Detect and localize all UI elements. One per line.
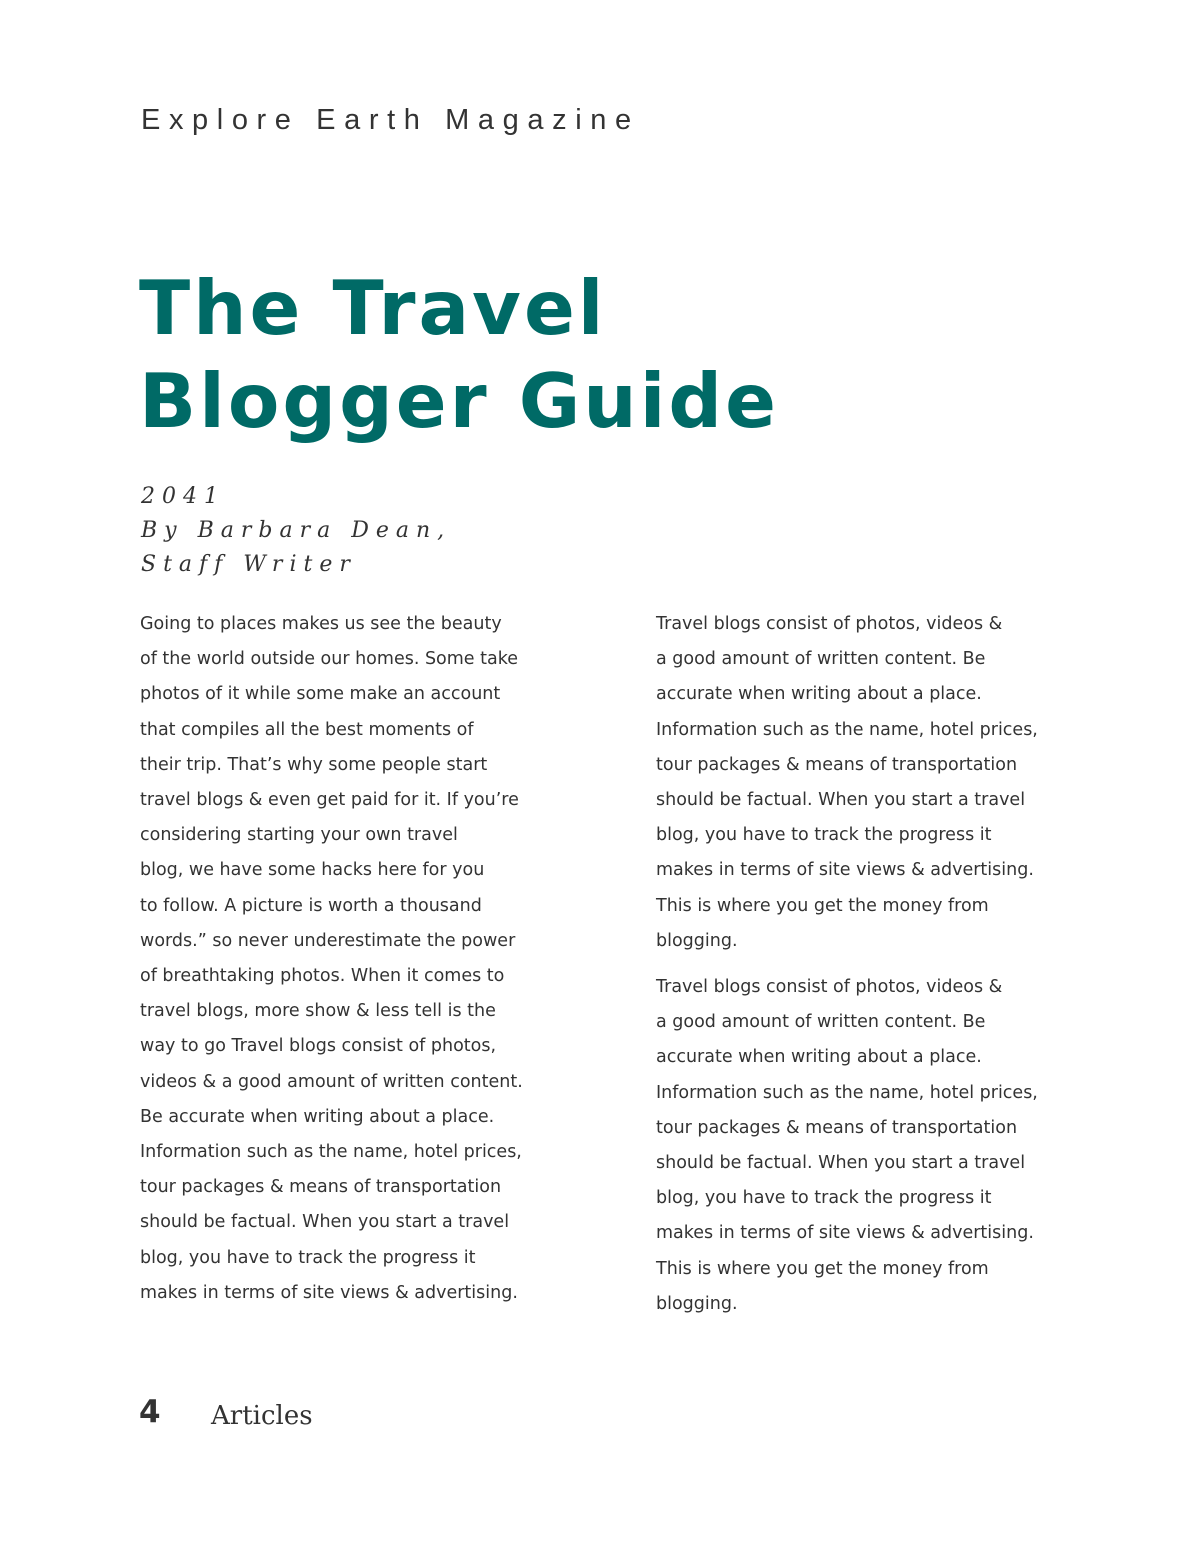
text-line: accurate when writing about a place.	[656, 1047, 982, 1068]
title-line: Blogger Guide	[139, 357, 779, 445]
text-line: accurate when writing about a place.	[656, 684, 982, 705]
paragraph	[656, 607, 1096, 959]
text-line: way to go Travel blogs consist of photos,	[140, 1036, 497, 1057]
text-line: that compiles all the best moments of	[140, 719, 474, 740]
text-line: photos of it while some make an account	[140, 684, 501, 705]
text-line: should be factual. When you start a travel	[656, 790, 1026, 811]
text-line: blogging.	[656, 1293, 738, 1314]
text-line: their trip. That’s why some people start	[140, 754, 488, 775]
text-line: Information such as the name, hotel prices,	[140, 1142, 522, 1163]
text-line: tour packages & means of transportation	[140, 1177, 502, 1198]
text-line: blog, you have to track the progress it	[656, 825, 992, 846]
text-line: blog, we have some hacks here for you	[140, 860, 485, 881]
text-line: a good amount of written content. Be	[656, 1012, 986, 1033]
text-line: videos & a good amount of written content.	[140, 1071, 523, 1092]
section-label: Articles	[211, 1401, 313, 1431]
text-line: makes in terms of site views & advertising.	[656, 860, 1034, 881]
text-line: to follow. A picture is worth a thousand	[140, 895, 482, 916]
text-line: Travel blogs consist of photos, videos &	[656, 614, 1003, 634]
author-role: Staff Writer	[141, 552, 357, 577]
text-line: words.” so never underestimate the power	[140, 930, 516, 951]
text-line: Be accurate when writing about a place.	[140, 1106, 495, 1127]
text-line: considering starting your own travel	[140, 825, 458, 846]
title-line: The Travel	[139, 264, 607, 352]
text-line: Information such as the name, hotel prices,	[656, 719, 1038, 740]
paragraph	[140, 607, 580, 1311]
text-line: makes in terms of site views & advertising.	[140, 1282, 518, 1303]
text-line: blogging.	[656, 930, 738, 951]
text-line: Going to places makes us see the beauty	[140, 614, 502, 634]
text-line: blog, you have to track the progress it	[656, 1188, 992, 1209]
text-line: tour packages & means of transportation	[656, 754, 1018, 775]
text-line: of breathtaking photos. When it comes to	[140, 966, 505, 987]
text-line: of the world outside our homes. Some take	[140, 649, 519, 670]
text-line: a good amount of written content. Be	[656, 649, 986, 670]
text-line: travel blogs & even get paid for it. If you’re	[140, 790, 519, 811]
text-line: This is where you get the money from	[656, 895, 989, 916]
page-number: 4	[139, 1394, 161, 1430]
magazine-name: Explore Earth Magazine	[141, 104, 640, 136]
text-line: Information such as the name, hotel prices,	[656, 1082, 1038, 1103]
publication-year: 2041	[141, 484, 225, 509]
author-line: By Barbara Dean,	[141, 518, 452, 543]
text-line: blog, you have to track the progress it	[140, 1247, 476, 1268]
text-line: tour packages & means of transportation	[656, 1117, 1018, 1138]
body-column-right	[656, 607, 1096, 1322]
text-line: travel blogs, more show & less tell is the	[140, 1001, 496, 1022]
paragraph	[656, 970, 1096, 1322]
text-line: This is where you get the money from	[656, 1258, 989, 1279]
byline	[141, 480, 451, 582]
text-line: should be factual. When you start a travel	[140, 1212, 510, 1233]
text-line: Travel blogs consist of photos, videos &	[656, 977, 1003, 998]
text-line: should be factual. When you start a travel	[656, 1153, 1026, 1174]
body-column-left	[140, 607, 580, 1311]
text-line: makes in terms of site views & advertising.	[656, 1223, 1034, 1244]
article-title	[139, 262, 779, 448]
